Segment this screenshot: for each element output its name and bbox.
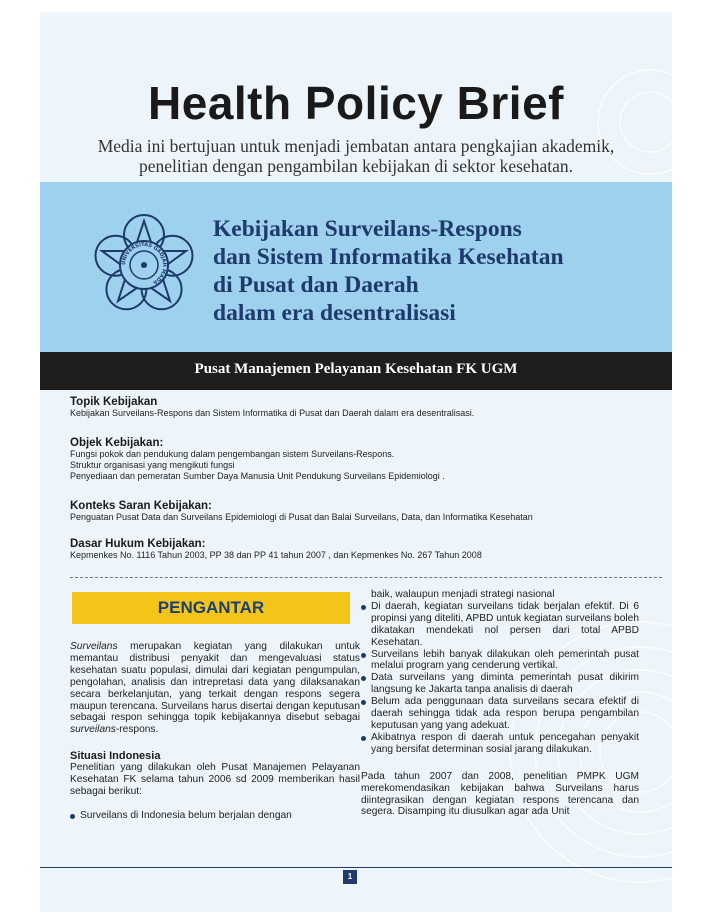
intro-tail-italic: surveilans — [70, 724, 116, 736]
subtitle-line: penelitian dengan pengambilan kebijakan di sektor kesehatan. — [139, 156, 573, 176]
konteks-section — [70, 500, 660, 523]
konteks-text: Penguatan Pusat Data dan Surveilans Epidemiologi di Pusat dan Balai Surveilans, Data, dan Informatika Kesehatan — [70, 512, 533, 522]
page-subtitle — [80, 136, 632, 176]
institution-name: Pusat Manajemen Pelayanan Kesehatan FK UGM — [194, 361, 518, 377]
topik-heading: Topik Kebijakan — [70, 396, 158, 408]
intro-lead: Surveilans — [70, 641, 118, 652]
bullet-icon — [361, 676, 366, 681]
objek-heading: Objek Kebijakan: — [70, 437, 164, 449]
list-item — [361, 601, 639, 649]
bullet-text: Belum ada penggunaan data surveilans secara efektif di daerah sehingga tidak ada respon berupa pengambilan keputusan yang yang adekuat. — [371, 696, 639, 731]
bullet-text: Akibatnya respon di daerah untuk pencegahan penyakit yang bersifat determinan sosial jarang dilakukan. — [371, 731, 639, 755]
banner-title-line: dan Sistem Informatika Kesehatan — [213, 244, 564, 270]
bullet-icon — [361, 700, 366, 705]
bullet-icon — [361, 653, 366, 658]
intro-body: merupakan kegiatan yang dilakukan untuk memantau distribusi penyakit dan mengevaluasi status kesehatan suatu populasi, dimulai dari kegiatan pengumpulan, pengolahan, analisis dan intrepretasi data yang dilaksanakan secara berkelanjutan, yang terkait dengan respons segera maupun terencana. Surveilans harus disertai dengan keputusan sebagai respon sehingga topik kebijakannya disebut sebagai — [70, 641, 360, 724]
page-title: Health Policy Brief — [148, 77, 564, 129]
topik-text: Kebijakan Surveilans-Respons dan Sistem Informatika di Pusat dan Daerah dalam era desentralisasi. — [70, 408, 475, 418]
banner-title-line: dalam era desentralisasi — [213, 300, 456, 326]
intro-paragraph — [70, 641, 360, 736]
dasar-text: Kepmenkes No. 1116 Tahun 2003, PP 38 dan PP 41 tahun 2007 , dan Kepmenkes No. 267 Tahun 2008 — [70, 550, 482, 560]
bullet-text: Data surveilans yang diminta pemerintah pusat dikirim langsung ke Jakarta tanpa analisis di daerah — [371, 672, 639, 696]
footer-line — [40, 867, 672, 868]
bullet-icon — [361, 605, 366, 610]
topic-banner — [40, 182, 672, 352]
pengantar-heading: PENGANTAR — [72, 592, 350, 624]
list-item — [361, 672, 639, 696]
list-item — [361, 649, 639, 673]
list-item — [361, 732, 639, 756]
list-item — [70, 810, 360, 822]
ugm-logo-icon — [88, 209, 200, 321]
closing-paragraph: Pada tahun 2007 dan 2008, penelitian PMPK UGM merekomendasikan kebijakan bahwa Surveilans harus diintegrasikan dengan kegiatan respons terencana dan segera. Disamping itu diusulkan agar ada Unit — [361, 770, 639, 818]
objek-line: Fungsi pokok dan pendukung dalam pengembangan sistem Surveilans-Respons. — [70, 449, 395, 459]
right-column — [361, 589, 639, 818]
logo-text: UNIVERSITAS GADJAH MADA — [120, 241, 168, 286]
situasi-text: Penelitian yang dilakukan oleh Pusat Manajemen Pelayanan Kesehatan FK selama tahun 2006 sd 2009 memberikan hasil sebagai berikut: — [70, 762, 360, 798]
subtitle-line: Media ini bertujuan untuk menjadi jembatan antara pengkajian akademik, — [97, 136, 615, 156]
objek-line: Penyediaan dan pemeratan Sumber Daya Manusia Unit Pendukung Surveilans Epidemiologi . — [70, 471, 445, 481]
banner-title — [213, 215, 653, 327]
list-item — [361, 696, 639, 732]
konteks-heading: Konteks Saran Kebijakan: — [70, 500, 212, 512]
continuation-text: baik, walaupun menjadi strategi nasional — [371, 589, 555, 600]
banner-title-line: Kebijakan Surveilans-Respons — [213, 216, 522, 242]
dasar-section — [70, 538, 660, 561]
objek-section — [70, 437, 660, 482]
situasi-heading: Situasi Indonesia — [70, 750, 161, 763]
objek-line: Struktur organisasi yang mengikuti fungsi — [70, 460, 235, 470]
topik-section — [70, 396, 660, 419]
left-column — [70, 592, 360, 822]
bullet-text: Di daerah, kegiatan surveilans tidak berjalan efektif. Di 6 propinsi yang diteliti, APBD untuk kegiatan surveilans boleh dikatakan mendekati nol persen dari total APBD Kesehatan. — [371, 600, 639, 648]
bullet-text: Surveilans lebih banyak dilakukan oleh pemerintah pusat melalui program yang cenderung vertikal. — [371, 648, 639, 672]
intro-tail: -respons. — [115, 724, 159, 736]
dasar-heading: Dasar Hukum Kebijakan: — [70, 538, 206, 550]
section-divider — [70, 577, 662, 578]
page-number: 1 — [343, 870, 357, 884]
page-sheet — [40, 12, 672, 912]
institution-bar — [40, 352, 672, 390]
bullet-icon — [361, 736, 366, 741]
bullet-icon — [70, 814, 75, 819]
banner-title-line: di Pusat dan Daerah — [213, 272, 419, 298]
bullet-text: Surveilans di Indonesia belum berjalan dengan — [80, 809, 292, 821]
